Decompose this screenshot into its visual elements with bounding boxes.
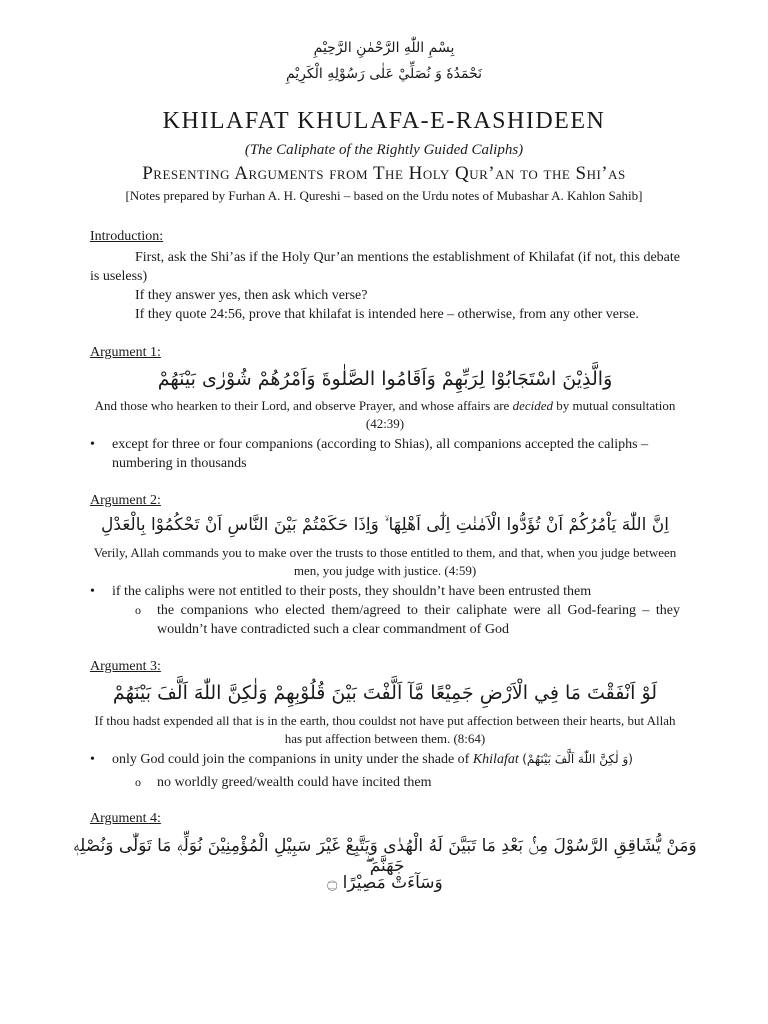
argument-3-translation: If thou hadst expended all that is in the earth, thou couldst not have put affection between their hearts, but Allah has put affection between them. (8:64) [94,713,676,746]
argument-3-bullet [90,750,680,769]
page-subtitle: (The Caliphate of the Rightly Guided Caliphs) [244,142,524,158]
intro-line-1: First, ask the Shi’as if the Holy Qur’an mentions the establishment of Khilafat (if not, this debate is useless) [90,250,680,284]
argument-4-verse-line-1: وَمَنْ يُّشَاقِقِ الرَّسُوْلَ مِنْۢ بَعْدِ مَا تَبَيَّنَ لَهُ الْهُدٰى وَيَتَّبِعْ غَيْرَ سَبِيْلِ الْمُؤْمِنِيْنَ نُوَلِّهٖ مَا تَوَلّٰى وَنُصْلِهٖ جَهَنَّمَ ۖ [73,836,697,876]
bullet-marker: • [90,584,95,599]
argument-1-translation: And those who hearken to their Lord, and observe Prayer, and whose affairs are decided by mutual consultation (42:39) [94,398,676,431]
argument-2-bullet [90,582,680,601]
argument-3-bullet-text: only God could join the companions in unity under the shade of Khilafat (وَ لٰكِنَّ اللّٰهَ اَلَّفَ بَيْنَهُمْ) [112,752,633,767]
argument-1-bullet [90,435,680,473]
argument-2-bullet-text: if the caliphs were not entitled to their posts, they shouldn’t have been entrusted them [112,584,592,599]
argument-3-sub-bullet [135,773,680,792]
sub-bullet-marker: o [135,603,141,617]
presenting-heading: Presenting Arguments from The Holy Qur’an to the Shi’as [142,163,626,184]
argument-3-heading: Argument 3: [90,659,161,674]
argument-1-bullet-text: except for three or four companions (according to Shias), all companions accepted the caliphs – numbering in thousands [112,437,649,471]
introduction-heading: Introduction: [90,229,164,244]
intro-line-3: If they quote 24:56, prove that khilafat is intended here – otherwise, from any other verse. [135,307,639,322]
argument-2-translation: Verily, Allah commands you to make over the trusts to those entitled to them, and that, when you judge between men, you judge with justice. (4:59) [93,545,677,578]
argument-2-sub-bullet [135,601,680,639]
argument-4-verse-line-2: وَسَآءَتْ مَصِيْرًا ۝ [327,873,443,893]
argument-1-verse: وَالَّذِيْنَ اسْتَجَابُوْا لِرَبِّهِمْ وَاَقَامُوا الصَّلٰوةَ وَاَمْرُهُمْ شُوْرٰى بَيْنَهُمْ [157,368,613,390]
argument-2-heading: Argument 2: [90,493,161,508]
argument-1-heading: Argument 1: [90,345,161,360]
notes-credit: [Notes prepared by Furhan A. H. Qureshi – based on the Urdu notes of Mubashar A. Kahlon Sahib] [125,188,643,203]
salutation: نَحْمَدُهٗ وَ نُصَلِّيْ عَلٰى رَسُوْلِهِ الْكَرِيْمِ [285,66,483,82]
argument-4-heading: Argument 4: [90,811,161,826]
argument-3-verse: لَوْ اَنْفَقْتَ مَا فِي الْاَرْضِ جَمِيْعًا مَّآ اَلَّفْتَ بَيْنَ قُلُوْبِهِمْ وَلٰكِنَّ اللّٰهَ اَلَّفَ بَيْنَهُمْ [112,682,658,704]
bismillah: بِسْمِ اللّٰهِ الرَّحْمٰنِ الرَّحِيْمِ [313,40,455,56]
bullet-marker: • [90,437,95,452]
argument-3-sub-text: no worldly greed/wealth could have incited them [157,775,432,790]
argument-2-sub-text: the companions who elected them/agreed to their caliphate were all God-fearing – they wouldn’t have contradicted such a clear commandment of God [157,603,680,637]
page-title: KHILAFAT KHULAFA-E-RASHIDEEN [162,108,606,134]
argument-2-verse: اِنَّ اللّٰهَ يَاْمُرُكُمْ اَنْ تُؤَدُّوا الْاَمٰنٰتِ اِلٰٓى اَهْلِهَا ۙ وَاِذَا حَكَمْتُمْ بَيْنَ النَّاسِ اَنْ تَحْكُمُوْا بِالْعَدْلِ [101,515,669,535]
sub-bullet-marker: o [135,775,141,789]
intro-line-2: If they answer yes, then ask which verse? [135,288,368,303]
bullet-marker: • [90,752,95,767]
